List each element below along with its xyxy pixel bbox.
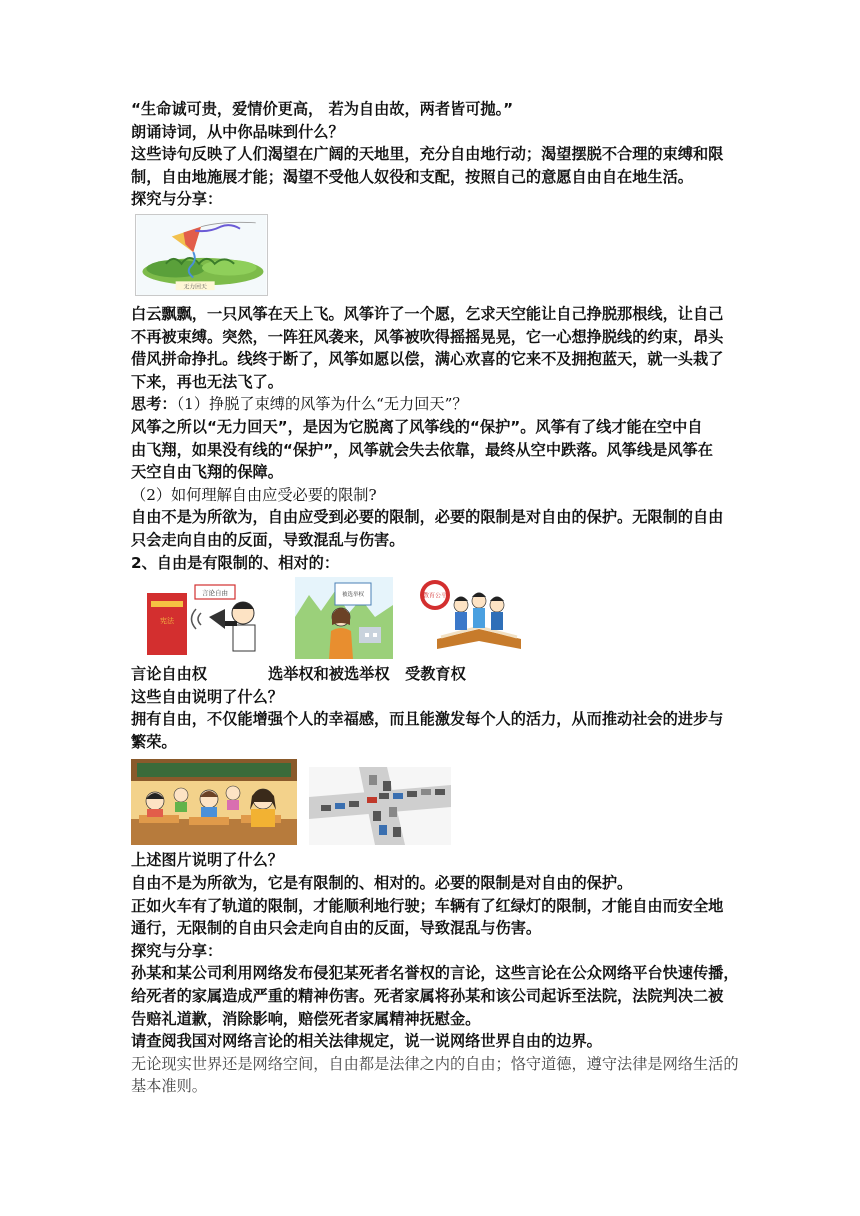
kite-story-1: 白云飘飘，一只风筝在天上飞。风筝许了一个愿，乞求天空能让自己挣脱那根线，让自己 xyxy=(131,304,724,323)
speech-sign-text: 言论自由 xyxy=(202,589,228,598)
answer-recite-1: 这些诗句反映了人们渴望在广阔的天地里，充分自由地行动；渴望摆脱不合理的束缚和限 xyxy=(131,145,724,164)
answer-case-2: 基本准则。 xyxy=(131,1077,207,1096)
question-pictures: 上述图片说明了什么？ xyxy=(131,851,283,870)
kite-story-3: 借风拼命挣扎。线终于断了，风筝如愿以偿，满心欢喜的它来不及拥抱蓝天，就一头栽了 xyxy=(131,350,724,369)
answer-recite-2: 制，自由地施展才能；渴望不受他人奴役和支配，按照自己的意愿自由自在地生活。 xyxy=(131,167,693,186)
speech-rights-image xyxy=(147,581,283,659)
explore-heading-1: 探究与分享： xyxy=(131,190,223,209)
question-case: 请查阅我国对网络言论的相关法律规定，说一说网络世界自由的边界。 xyxy=(131,1032,602,1051)
rights-images xyxy=(131,577,731,659)
answer-case-1: 无论现实世界还是网络空间，自由都是法律之内的自由；恪守道德，遵守法律是网络生活的 xyxy=(131,1054,739,1073)
document-page xyxy=(131,98,739,1098)
think-question-1-text: （1）挣脱了束缚的风筝为什么“无力回天”？ xyxy=(176,395,468,414)
think-answer-1-line-3: 天空自由飞翔的保障。 xyxy=(131,463,283,482)
kite-story-4: 下来，再也无法飞了。 xyxy=(131,372,283,391)
question-recite: 朗诵诗词，从中你品味到什么？ xyxy=(131,122,344,141)
case-text-2: 给死者的家属造成严重的精神伤害。死者家属将孙某和该公司起诉至法院，法院判决二被 xyxy=(131,987,724,1006)
think-question-1 xyxy=(131,393,731,416)
think-label: 思考： xyxy=(131,395,177,414)
answer-pictures-3: 通行，无限制的自由只会走向自由的反面，导致混乱与伤害。 xyxy=(131,919,542,938)
answer-pictures-1: 自由不是为所欲为，它是有限制的、相对的。必要的限制是对自由的保护。 xyxy=(131,874,633,893)
kite-caption: 无力回天 xyxy=(183,284,207,291)
case-text-3: 告赔礼道歉，消除影响，赔偿死者家属精神抚慰金。 xyxy=(131,1009,481,1028)
limit-images xyxy=(131,757,731,845)
kite-image xyxy=(135,214,268,296)
classroom-image xyxy=(131,759,297,845)
education-badge-text: 教育公平 xyxy=(422,592,448,600)
answer-rights-1: 拥有自由，不仅能增强个人的幸福感，而且能激发每个人的活力，从而推动社会的进步与 xyxy=(131,710,724,729)
rights-captions xyxy=(131,663,731,686)
education-rights-image xyxy=(417,577,543,659)
think-answer-1-line-2: 由飞翔，如果没有线的“保护”，风筝就会失去依靠，最终从空中跌落。风筝线是风筝在 xyxy=(131,440,713,459)
caption-education: 受教育权 xyxy=(405,665,466,684)
think-answer-1-line-1: 风筝之所以“无力回天”，是因为它脱离了风筝线的“保护”。风筝有了线才能在空中自 xyxy=(131,417,703,436)
speech-book-text: 宪法 xyxy=(160,617,174,626)
think-answer-2-line-1: 自由不是为所欲为，自由应受到必要的限制，必要的限制是对自由的保护。无限制的自由 xyxy=(131,508,724,527)
poem-line: “生命诚可贵，爱情价更高， 若为自由故，两者皆可抛。” xyxy=(131,100,514,118)
caption-election: 选举权和被选举权 xyxy=(268,665,390,684)
answer-rights-2: 繁荣。 xyxy=(131,732,177,751)
case-text-1: 孙某和某公司利用网络发布侵犯某死者名誉权的言论，这些言论在公众网络平台快速传播， xyxy=(131,964,739,983)
think-question-2: （2）如何理解自由应受必要的限制? xyxy=(131,485,377,504)
section-2-heading: 2、自由是有限制的、相对的： xyxy=(131,553,340,572)
caption-speech: 言论自由权 xyxy=(131,665,207,684)
think-answer-2-line-2: 只会走向自由的反面，导致混乱与伤害。 xyxy=(131,530,405,549)
election-board-text: 被选举权 xyxy=(341,592,365,599)
answer-pictures-2: 正如火车有了轨道的限制，才能顺利地行驶；车辆有了红绿灯的限制，才能自由而安全地 xyxy=(131,896,724,915)
kite-image-wrap xyxy=(135,214,731,298)
kite-story-2: 不再被束缚。突然，一阵狂风袭来，风筝被吹得摇摇晃晃，它一心想挣脱线的约束，昂头 xyxy=(131,327,724,346)
explore-heading-2: 探究与分享： xyxy=(131,941,223,960)
election-rights-image xyxy=(295,577,393,659)
traffic-jam-image xyxy=(309,767,451,845)
question-rights: 这些自由说明了什么？ xyxy=(131,687,283,706)
